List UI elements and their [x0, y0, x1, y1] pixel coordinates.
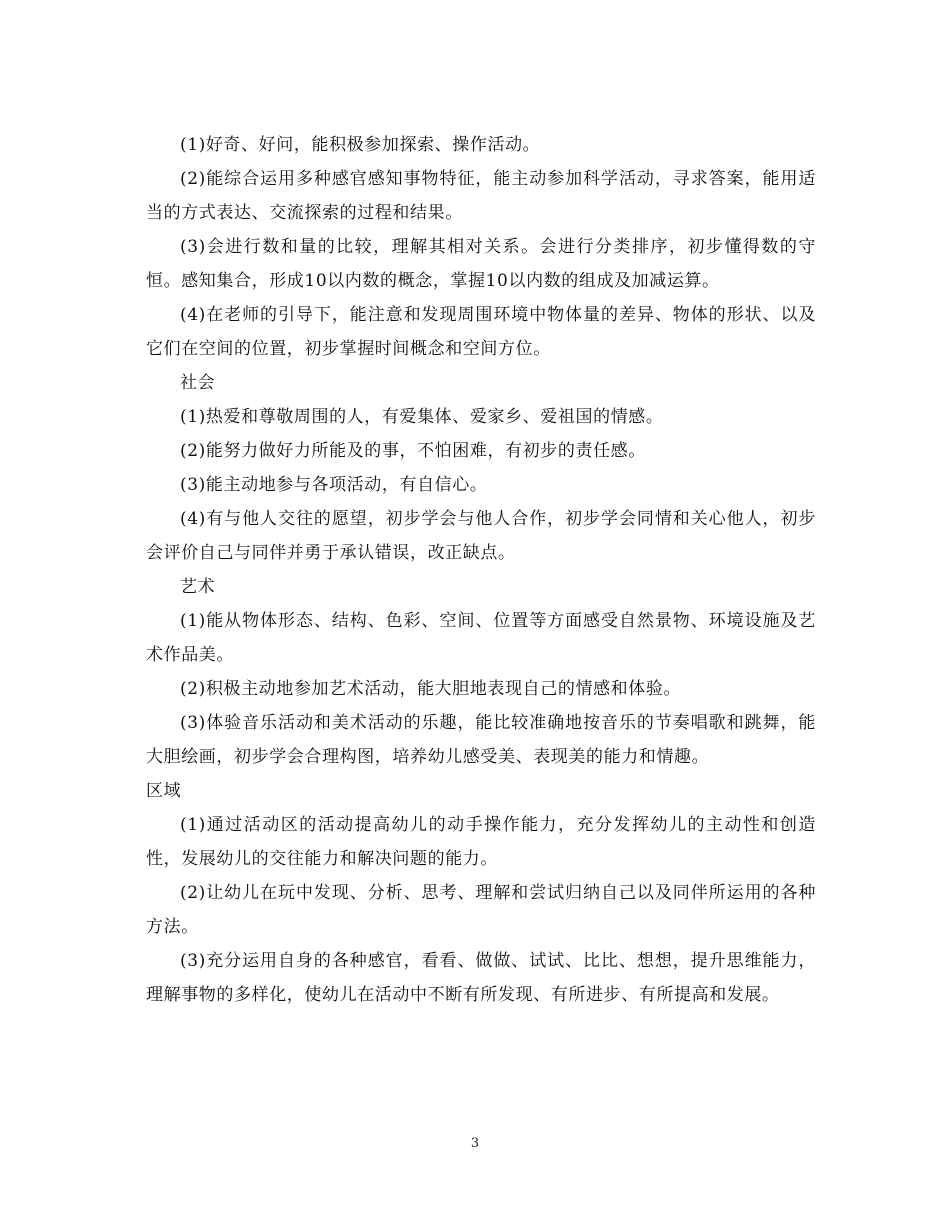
page-number: 3 — [470, 1136, 480, 1151]
paragraph: (3)会进行数和量的比较，理解其相对关系。会进行分类排序，初步懂得数的守恒。感知集合，形成10以内数的概念，掌握10以内数的组成及加减运算。 — [146, 237, 816, 291]
section-heading-area: 区域 — [146, 781, 182, 801]
paragraph: (3)能主动地参与各项活动，有自信心。 — [180, 475, 488, 495]
paragraph: (1)热爱和尊敬周围的人，有爱集体、爱家乡、爱祖国的情感。 — [180, 407, 664, 427]
paragraph: (1)能从物体形态、结构、色彩、空间、位置等方面感受自然景物、环境设施及艺术作品美。 — [146, 611, 816, 665]
paragraph: (2)能努力做好力所能及的事，不怕困难，有初步的责任感。 — [180, 441, 646, 461]
paragraph: (4)有与他人交往的愿望，初步学会与他人合作，初步学会同情和关心他人，初步会评价自己与同伴并勇于承认错误，改正缺点。 — [146, 509, 816, 563]
document-body — [146, 128, 816, 1012]
section-heading-art: 艺术 — [180, 577, 216, 597]
paragraph: (4)在老师的引导下，能注意和发现周围环境中物体量的差异、物体的形状、以及它们在空间的位置，初步掌握时间概念和空间方位。 — [146, 305, 816, 359]
paragraph: (2)让幼儿在玩中发现、分析、思考、理解和尝试归纳自己以及同伴所运用的各种方法。 — [146, 883, 816, 937]
paragraph: (2)能综合运用多种感官感知事物特征，能主动参加科学活动，寻求答案，能用适当的方式表达、交流探索的过程和结果。 — [146, 169, 816, 223]
paragraph: (3)体验音乐活动和美术活动的乐趣，能比较准确地按音乐的节奏唱歌和跳舞，能大胆绘画，初步学会合理构图，培养幼儿感受美、表现美的能力和情趣。 — [146, 713, 816, 767]
paragraph: (1)通过活动区的活动提高幼儿的动手操作能力，充分发挥幼儿的主动性和创造性，发展幼儿的交往能力和解决问题的能力。 — [146, 815, 816, 869]
paragraph: (3)充分运用自身的各种感官，看看、做做、试试、比比、想想，提升思维能力，理解事物的多样化，使幼儿在活动中不断有所发现、有所进步、有所提高和发展。 — [146, 951, 816, 1005]
paragraph: (1)好奇、好问，能积极参加探索、操作活动。 — [180, 135, 541, 155]
section-heading-social: 社会 — [180, 373, 216, 393]
paragraph: (2)积极主动地参加艺术活动，能大胆地表现自己的情感和体验。 — [180, 679, 682, 699]
